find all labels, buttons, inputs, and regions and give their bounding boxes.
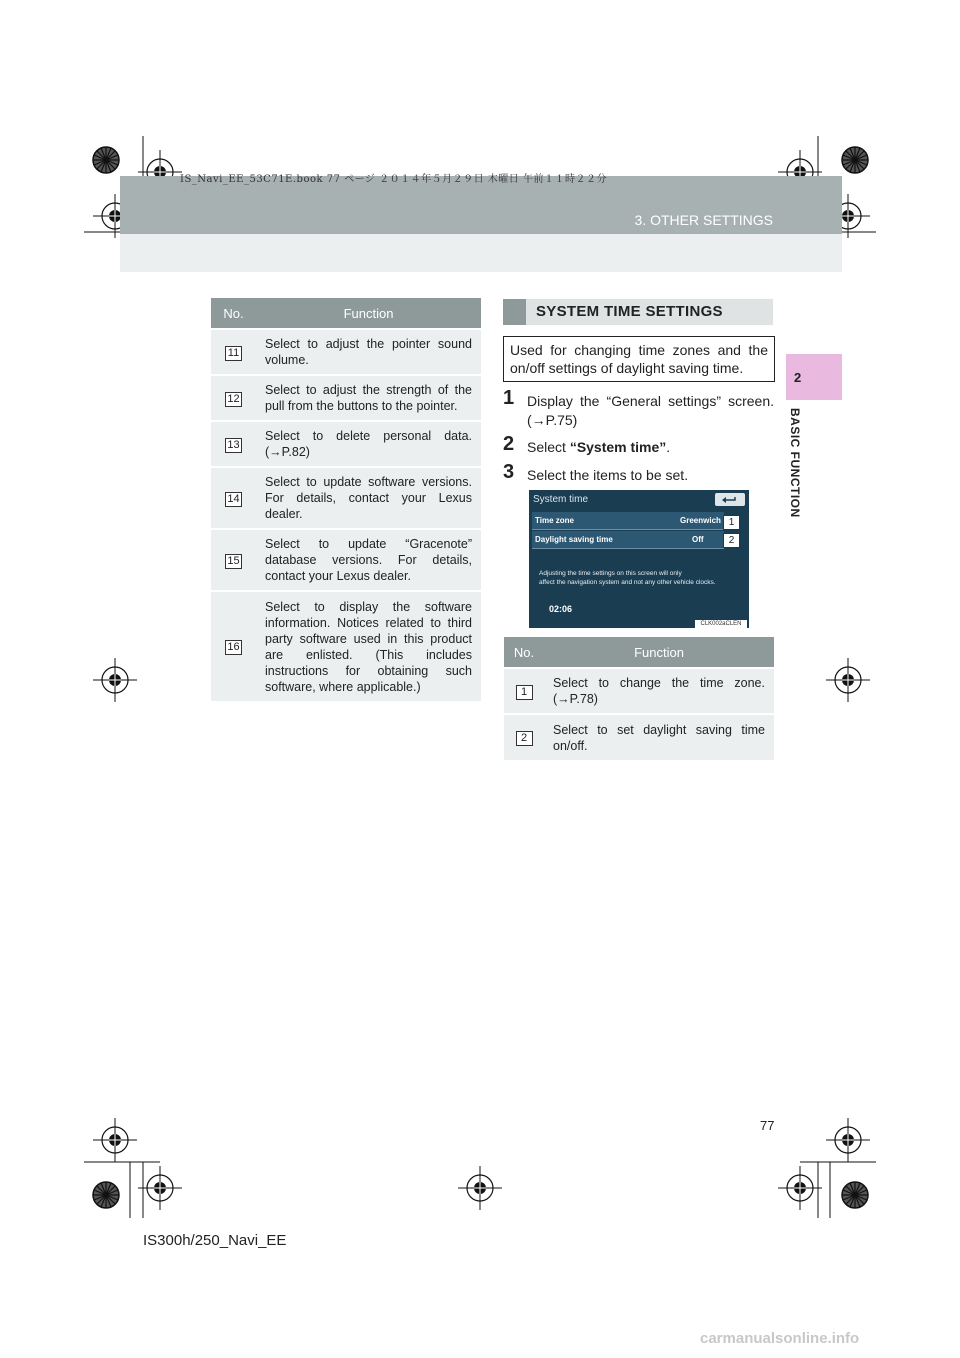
table-row <box>504 668 774 714</box>
screen-note-line2: affect the navigation system and not any other vehicle clocks. <box>539 579 716 586</box>
watermark: carmanualsonline.info <box>700 1330 860 1347</box>
table-row <box>211 421 481 467</box>
step-number: 1 <box>503 387 515 409</box>
callout-2: 2 <box>723 533 740 548</box>
function-text: Select to adjust the pointer sound volume. <box>256 329 481 375</box>
daylight-saving-label: Daylight saving time <box>535 535 613 544</box>
step-text: Select “System time”. <box>527 439 671 455</box>
table-header <box>504 637 774 668</box>
table-row <box>211 329 481 375</box>
back-arrow-icon <box>715 493 745 506</box>
function-table-left <box>211 298 481 701</box>
callout-number: 11 <box>225 346 242 361</box>
table-row <box>504 714 774 760</box>
callout-number: 15 <box>225 554 242 569</box>
function-text: Select to update software versions. For details, contact your Lexus dealer. <box>256 467 481 529</box>
chapter-label: BASIC FUNCTION <box>788 408 802 518</box>
callout-1: 1 <box>723 515 740 530</box>
screen-clock: 02:06 <box>549 604 573 614</box>
function-text: Select to adjust the strength of the pull from the buttons to the pointer. <box>256 375 481 421</box>
daylight-saving-value: Off <box>692 535 704 544</box>
chapter-number: 2 <box>794 370 802 385</box>
footer-title: IS300h/250_Navi_EE <box>143 1232 287 1249</box>
function-text: Select to display the software information. Notices related to third party software used in this product are enlisted. (This includes instructions for obtaining such software, where applicable.) <box>256 591 481 701</box>
function-text: Select to set daylight saving time on/off. <box>544 714 774 760</box>
step-number: 3 <box>503 461 515 483</box>
callout-number: 1 <box>516 685 533 700</box>
image-code: CLK002aCLEN <box>695 620 747 628</box>
table-row <box>211 467 481 529</box>
table-header <box>211 298 481 329</box>
step-2 <box>503 433 774 458</box>
step-3 <box>503 461 774 486</box>
screen-title: System time <box>533 494 589 505</box>
step-1 <box>503 387 774 432</box>
back-button[interactable] <box>715 493 745 506</box>
function-text: Select to change the time zone. (→P.78) <box>544 668 774 714</box>
section-heading <box>503 299 773 325</box>
callout-number: 12 <box>225 392 242 407</box>
time-zone-value: Greenwich <box>680 516 721 525</box>
chapter-tab-label <box>788 408 808 548</box>
callout-number: 2 <box>516 731 533 746</box>
function-text: Select to delete personal data. (→P.82) <box>256 421 481 467</box>
column-no: No. <box>211 298 256 329</box>
heading-marker <box>503 299 526 325</box>
column-function: Function <box>544 637 774 668</box>
section-title: 3. OTHER SETTINGS <box>634 212 773 228</box>
callout-number: 16 <box>225 640 242 655</box>
chapter-tab <box>786 354 842 400</box>
callout-number: 13 <box>225 438 242 453</box>
table-row <box>211 375 481 421</box>
file-stamp: IS_Navi_EE_53C71E.book 77 ページ ２０１４年５月２９日 木曜日 午前１１時２２分 <box>180 174 607 185</box>
system-time-screenshot <box>529 490 749 628</box>
column-function: Function <box>256 298 481 329</box>
table-row <box>211 529 481 591</box>
step-text: Select the items to be set. <box>527 467 689 483</box>
header-band-lower <box>120 234 842 272</box>
function-text: Select to update “Gracenote” database versions. For details, contact your Lexus dealer. <box>256 529 481 591</box>
step-text: Display the “General settings” screen. (→P.75) <box>527 393 774 428</box>
time-zone-label: Time zone <box>535 516 574 525</box>
callout-number: 14 <box>225 492 242 507</box>
daylight-saving-row[interactable] <box>532 531 724 549</box>
intro-box: Used for changing time zones and the on/off settings of daylight saving time. <box>503 336 775 382</box>
step-number: 2 <box>503 433 515 455</box>
page-number: 77 <box>760 1118 775 1133</box>
time-zone-row[interactable] <box>532 512 724 530</box>
section-heading-text: SYSTEM TIME SETTINGS <box>536 303 723 320</box>
table-row <box>211 591 481 701</box>
column-no: No. <box>504 637 544 668</box>
screen-note-line1: Adjusting the time settings on this screen will only <box>539 570 682 577</box>
function-table-right <box>504 637 774 760</box>
